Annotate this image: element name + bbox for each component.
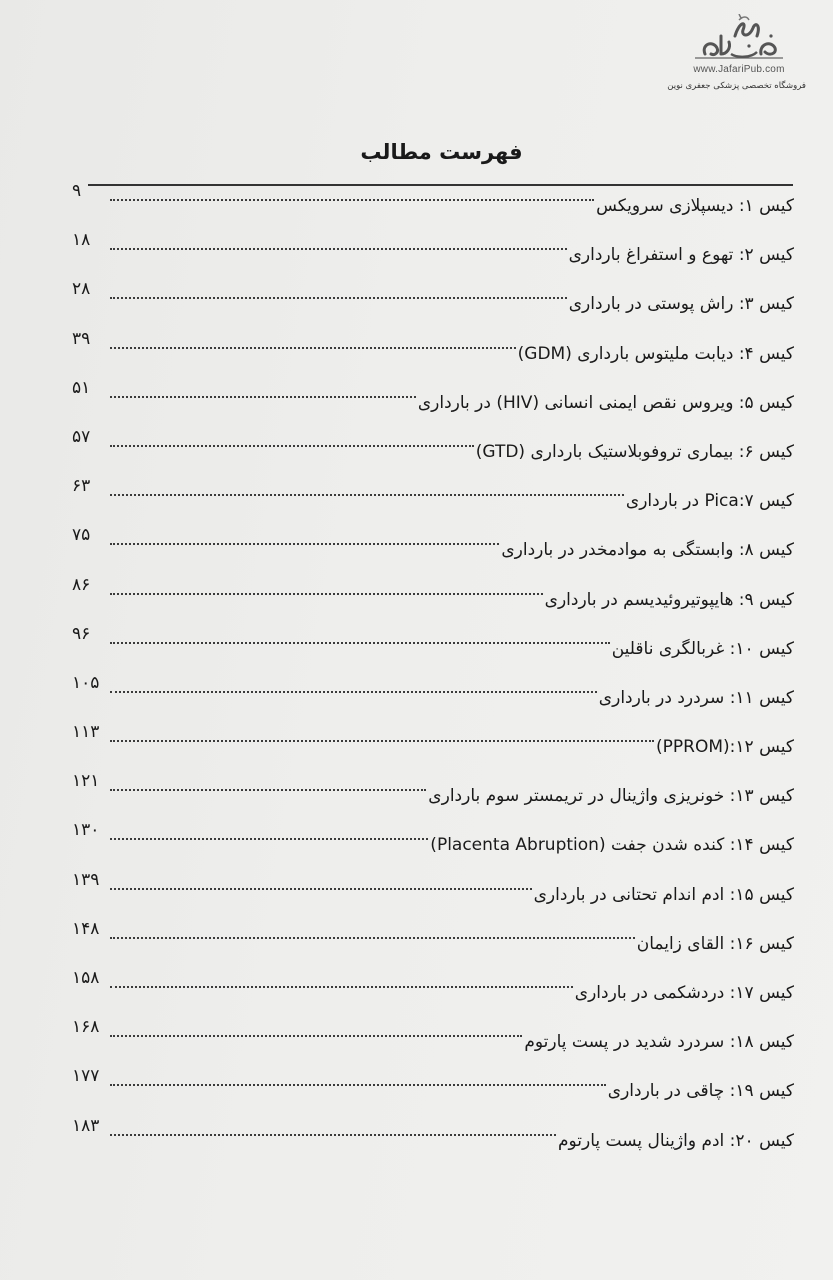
toc-dot-leader: [110, 199, 594, 201]
toc-entry[interactable]: [72, 328, 794, 377]
toc-entry-label: کیس ۱۱: سردرد در بارداری: [599, 685, 794, 711]
toc-dot-leader: [110, 1035, 522, 1037]
toc-page-number: ۱۷۷: [72, 1066, 100, 1087]
toc-dot-leader: [110, 691, 597, 693]
toc-title-wrap: [0, 140, 833, 164]
toc-entry[interactable]: [72, 869, 794, 918]
toc-entry[interactable]: [72, 180, 794, 229]
toc-entry-label: کیس ۶: بیماری تروفوبلاستیک بارداری (GTD): [476, 439, 794, 465]
toc-entry-label: کیس ۲: تهوع و استفراغ بارداری: [569, 242, 794, 268]
toc-entry-label: کیس ۱۹: چاقی در بارداری: [608, 1078, 794, 1104]
toc-dot-leader: [110, 937, 635, 939]
toc-page-number: ۱۸۳: [72, 1115, 100, 1136]
toc-dot-leader: [110, 543, 499, 545]
toc-dot-leader: [110, 838, 428, 840]
toc-entry[interactable]: [72, 524, 794, 573]
toc-entry-label: کیس ۱۳: خونریزی واژینال در تریمستر سوم بارداری: [428, 783, 794, 809]
toc-entry-label: کیس ۲۰: ادم واژینال پست پارتوم: [558, 1128, 794, 1154]
toc-entry-label: کیس ۷:Pica در بارداری: [626, 488, 794, 514]
toc-dot-leader: [110, 347, 516, 349]
toc-dot-leader: [110, 396, 416, 398]
toc-page-number: ۹: [72, 181, 82, 201]
toc-entry-label: کیس ۵: ویروس نقص ایمنی انسانی (HIV) در بارداری: [418, 390, 794, 416]
toc-entry-label: کیس ۳: راش پوستی در بارداری: [569, 291, 794, 317]
publisher-url: www.JafariPub.com: [693, 64, 785, 75]
table-of-contents: [72, 180, 794, 1164]
toc-page-number: ۱۳۰: [72, 820, 100, 841]
toc-entry[interactable]: [72, 1016, 794, 1065]
toc-entry-label: کیس ۱۸: سردرد شدید در پست پارتوم: [524, 1029, 794, 1055]
toc-entry[interactable]: [72, 721, 794, 770]
toc-page-number: ۶۳: [72, 476, 91, 497]
toc-page-number: ۱۴۸: [72, 918, 100, 939]
toc-dot-leader: [110, 248, 567, 250]
toc-entry-label: کیس ۱۵: ادم اندام تحتانی در بارداری: [534, 882, 794, 908]
toc-entry-label: کیس ۸: وابستگی به موادمخدر در بارداری: [501, 537, 794, 563]
toc-dot-leader: [110, 642, 610, 644]
toc-entry-label: کیس ۱۲:(PPROM): [656, 734, 794, 760]
toc-entry-label: کیس ۴: دیابت ملیتوس بارداری (GDM): [518, 341, 794, 367]
toc-entry-label: کیس ۱: دیسپلازی سرویکس: [596, 193, 794, 219]
toc-page-number: ۹۶: [72, 623, 91, 644]
toc-page-number: ۱۳۹: [72, 869, 100, 890]
page-title: فهرست مطالب: [360, 140, 523, 164]
toc-entry[interactable]: [72, 278, 794, 327]
toc-dot-leader: [110, 297, 567, 299]
toc-entry-label: کیس ۱۶: القای زایمان: [637, 931, 794, 957]
toc-page-number: ۳۹: [72, 328, 91, 349]
publisher-caption: فروشگاه تخصصی پزشکی جعفری نوین: [667, 81, 806, 91]
toc-page-number: ۵۱: [72, 377, 91, 398]
toc-entry[interactable]: [72, 574, 794, 623]
toc-entry[interactable]: [72, 1115, 794, 1164]
toc-dot-leader: [110, 593, 543, 595]
toc-entry-label: کیس ۱۷: دردشکمی در بارداری: [575, 980, 794, 1006]
toc-dot-leader: [110, 789, 426, 791]
toc-entry[interactable]: [72, 426, 794, 475]
toc-page-number: ۷۵: [72, 525, 91, 546]
toc-dot-leader: [110, 986, 573, 988]
toc-entry[interactable]: [72, 623, 794, 672]
toc-page-number: ۱۶۸: [72, 1017, 100, 1038]
toc-entry[interactable]: [72, 672, 794, 721]
toc-page-number: ۱۱۳: [72, 722, 100, 743]
toc-page-number: ۱۲۱: [72, 771, 100, 792]
toc-page-number: ۸۶: [72, 574, 91, 595]
toc-dot-leader: [110, 740, 654, 742]
publisher-logo: [667, 14, 806, 104]
toc-entry[interactable]: [72, 918, 794, 967]
toc-dot-leader: [110, 1134, 556, 1136]
toc-dot-leader: [110, 445, 474, 447]
toc-entry[interactable]: [72, 1065, 794, 1114]
toc-dot-leader: [110, 888, 532, 890]
toc-entry[interactable]: [72, 770, 794, 819]
toc-entry-label: کیس ۹: هایپوتیروئیدیسم در بارداری: [545, 587, 794, 613]
toc-page-number: ۱۰۵: [72, 672, 100, 693]
toc-entry[interactable]: [72, 475, 794, 524]
toc-entry[interactable]: [72, 377, 794, 426]
toc-page-number: ۱۸: [72, 230, 91, 251]
toc-page-number: ۵۷: [72, 426, 91, 447]
publisher-logo-icon: [691, 14, 787, 64]
toc-entry[interactable]: [72, 229, 794, 278]
toc-page-number: ۲۸: [72, 279, 91, 300]
toc-entry-label: کیس ۱۴: کنده شدن جفت (Placenta Abruption): [430, 832, 794, 858]
toc-entry-label: کیس ۱۰: غربالگری ناقلین: [612, 636, 794, 662]
toc-entry[interactable]: [72, 967, 794, 1016]
toc-dot-leader: [110, 494, 624, 496]
toc-entry[interactable]: [72, 819, 794, 868]
toc-dot-leader: [110, 1084, 606, 1086]
toc-page-number: ۱۵۸: [72, 968, 100, 988]
